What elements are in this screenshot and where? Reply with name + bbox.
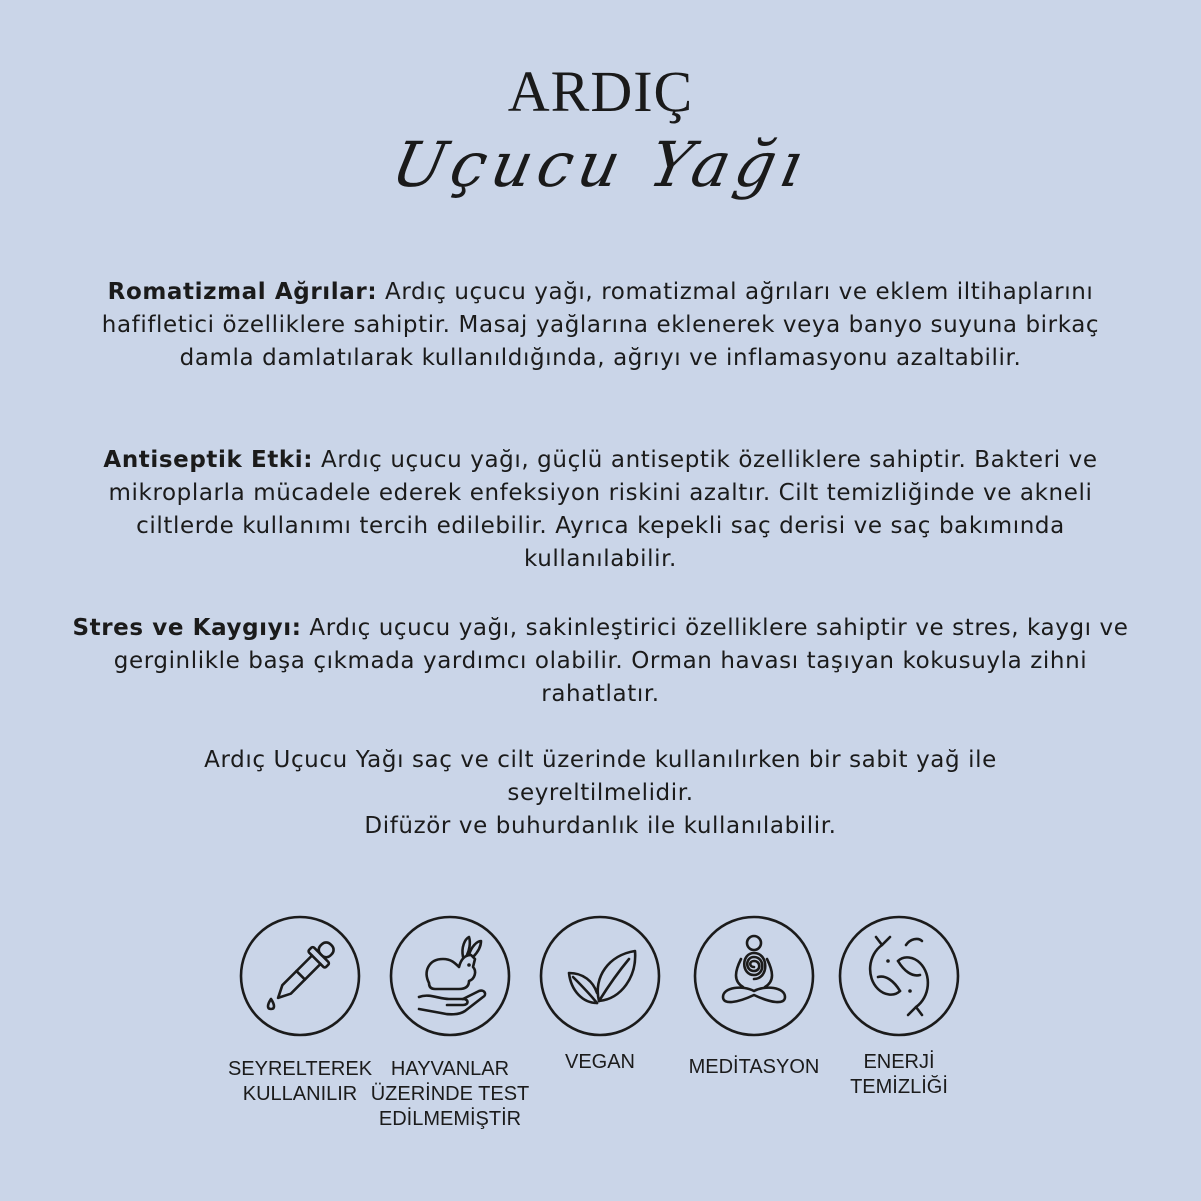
leaf-icon (539, 915, 661, 1037)
section-body: Ardıç uçucu yağı, güçlü antiseptik özelliklere sahiptir. Bakteri ve mikroplarla mücadele ederek enfeksiyon riskini azaltır. Cilt temizliğinde ve akneli ciltlerde kullanımı tercih edilebilir. Ayrıca kepekli saç derisi ve saç bakımında kullanılabilir. (108, 447, 1098, 572)
section-heading: Antiseptik Etki: (103, 447, 314, 473)
feature-label-line: EDİLMEMİŞTİR (378, 1108, 522, 1130)
section-heading: Romatizmal Ağrılar: (107, 279, 378, 305)
feature-label-line: SEYRELTEREK (227, 1058, 373, 1080)
energy-fish-icon (838, 915, 960, 1037)
section-antiseptic (70, 444, 1131, 576)
usage-note-line: Ardıç Uçucu Yağı saç ve cilt üzerinde kullanılırken bir sabit yağ ile seyreltilmelidir. (204, 747, 997, 806)
section-stress (70, 612, 1131, 711)
feature-label-line: VEGAN (564, 1051, 636, 1073)
usage-note-line: Difüzör ve buhurdanlık ile kullanılabilir. (364, 813, 837, 839)
feature-label-line: KULLANILIR (242, 1083, 358, 1105)
feature-label-vegan (510, 1050, 690, 1075)
section-body: Ardıç uçucu yağı, sakinleştirici özelliklere sahiptir ve stres, kaygı ve gerginlikle başa çıkmada yardımcı olabilir. Orman havası taşıyan kokusuyla zihni rahatlatır. (113, 615, 1129, 707)
feature-label-line: ÜZERİNDE TEST (370, 1083, 530, 1105)
usage-note (70, 744, 1131, 843)
feature-label-line: MEDİTASYON (688, 1056, 820, 1078)
feature-label-line: ENERJİ (863, 1051, 935, 1073)
section-heading: Stres ve Kaygıyı: (72, 615, 302, 641)
section-rheumatism (70, 276, 1131, 375)
rabbit-hand-icon (389, 915, 511, 1037)
feature-label-line: HAYVANLAR (390, 1058, 510, 1080)
feature-label-line: TEMİZLİĞİ (850, 1076, 948, 1098)
dropper-icon (239, 915, 361, 1037)
feature-label-energy (809, 1050, 989, 1100)
product-title: ARDIÇ (507, 59, 694, 124)
product-subtitle: Uçucu Yağı (385, 128, 816, 201)
meditation-icon (693, 915, 815, 1037)
section-body: Ardıç uçucu yağı, romatizmal ağrıları ve eklem iltihaplarını hafifletici özelliklere sahiptir. Masaj yağlarına eklenerek veya banyo suyuna birkaç damla damlatılarak kullanıldığında, ağrıyı ve inflamasyonu azaltabilir. (101, 279, 1100, 371)
